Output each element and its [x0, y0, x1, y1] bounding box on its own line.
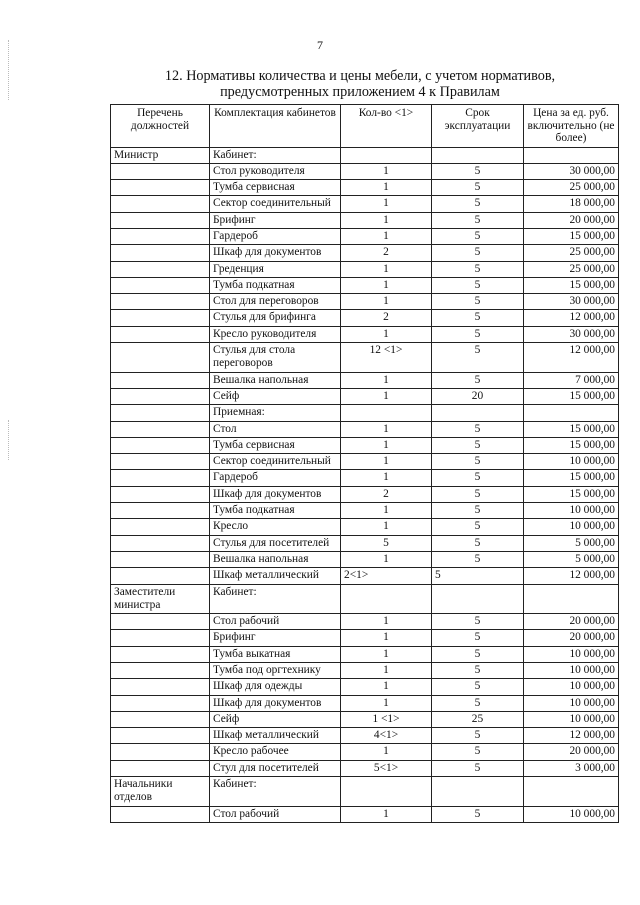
- item-name: Стол рабочий: [210, 614, 341, 630]
- position-cell-empty: [111, 245, 210, 261]
- item-name: Тумба под оргтехнику: [210, 663, 341, 679]
- table-row: [111, 437, 619, 453]
- position-cell-empty: [111, 212, 210, 228]
- item-term: 5: [432, 326, 524, 342]
- item-quantity: 1: [341, 454, 432, 470]
- item-term: 5: [432, 310, 524, 326]
- table-row: [111, 212, 619, 228]
- item-name: Кресло: [210, 519, 341, 535]
- item-term: 5: [432, 614, 524, 630]
- item-name: Стол рабочий: [210, 806, 341, 822]
- position-cell-empty: [111, 470, 210, 486]
- empty-cell: [524, 584, 619, 614]
- item-name: Шкаф для документов: [210, 486, 341, 502]
- item-price: 12 000,00: [524, 310, 619, 326]
- item-quantity: 1: [341, 180, 432, 196]
- position-cell-empty: [111, 405, 210, 421]
- table-row: [111, 503, 619, 519]
- position-cell-empty: [111, 228, 210, 244]
- item-term: 5: [432, 245, 524, 261]
- item-price: 10 000,00: [524, 806, 619, 822]
- position-cell-empty: [111, 343, 210, 373]
- item-name: Гардероб: [210, 470, 341, 486]
- item-name: Стулья для брифинга: [210, 310, 341, 326]
- item-term: 5: [432, 421, 524, 437]
- item-term: 5: [432, 695, 524, 711]
- item-term: 5: [432, 519, 524, 535]
- position-cell-empty: [111, 503, 210, 519]
- item-quantity: 1: [341, 372, 432, 388]
- item-name: Стол: [210, 421, 341, 437]
- empty-cell: [432, 584, 524, 614]
- position-cell-empty: [111, 437, 210, 453]
- item-name: Шкаф для одежды: [210, 679, 341, 695]
- item-quantity: 1: [341, 470, 432, 486]
- item-price: 25 000,00: [524, 180, 619, 196]
- item-quantity: 1: [341, 196, 432, 212]
- item-name: Кресло рабочее: [210, 744, 341, 760]
- item-price: 30 000,00: [524, 326, 619, 342]
- item-term: 5: [432, 212, 524, 228]
- item-quantity: 1 <1>: [341, 711, 432, 727]
- item-name: Шкаф металлический: [210, 728, 341, 744]
- item-quantity: 1: [341, 294, 432, 310]
- item-price: 20 000,00: [524, 630, 619, 646]
- table-row: [111, 245, 619, 261]
- table-row: [111, 388, 619, 404]
- item-quantity: 2: [341, 245, 432, 261]
- item-price: 20 000,00: [524, 614, 619, 630]
- item-price: 20 000,00: [524, 212, 619, 228]
- item-price: 15 000,00: [524, 437, 619, 453]
- item-price: 10 000,00: [524, 711, 619, 727]
- item-price: 12 000,00: [524, 728, 619, 744]
- position-cell-empty: [111, 180, 210, 196]
- item-name: Стулья для стола переговоров: [210, 343, 341, 373]
- position-cell-empty: [111, 646, 210, 662]
- item-name: Стулья для посетителей: [210, 535, 341, 551]
- table-row: [111, 551, 619, 567]
- item-price: 20 000,00: [524, 744, 619, 760]
- table-row: [111, 454, 619, 470]
- item-name: Тумба подкатная: [210, 277, 341, 293]
- item-term: 5: [432, 760, 524, 776]
- table-row: [111, 310, 619, 326]
- table-row: [111, 326, 619, 342]
- item-term: 5: [432, 503, 524, 519]
- item-price: 15 000,00: [524, 388, 619, 404]
- item-name: Тумба подкатная: [210, 503, 341, 519]
- item-quantity: 4<1>: [341, 728, 432, 744]
- item-term: 5: [432, 630, 524, 646]
- item-quantity: 1: [341, 519, 432, 535]
- item-quantity: 1: [341, 630, 432, 646]
- header-term: Срок эксплуатации: [432, 105, 524, 148]
- empty-cell: [524, 777, 619, 807]
- position-cell-empty: [111, 454, 210, 470]
- section-row: [111, 584, 619, 614]
- item-name: Тумба сервисная: [210, 180, 341, 196]
- item-name: Сейф: [210, 711, 341, 727]
- position-cell-empty: [111, 519, 210, 535]
- empty-cell: [432, 147, 524, 163]
- position-cell-empty: [111, 695, 210, 711]
- item-term: 5: [432, 568, 524, 584]
- empty-cell: [341, 777, 432, 807]
- page-number: 7: [317, 38, 323, 52]
- item-term: 5: [432, 228, 524, 244]
- item-price: 15 000,00: [524, 277, 619, 293]
- item-quantity: 1: [341, 503, 432, 519]
- position-cell-empty: [111, 630, 210, 646]
- item-price: 15 000,00: [524, 470, 619, 486]
- item-name: Стул для посетителей: [210, 760, 341, 776]
- item-price: 10 000,00: [524, 663, 619, 679]
- position-cell-empty: [111, 535, 210, 551]
- item-price: 10 000,00: [524, 519, 619, 535]
- table-row: [111, 630, 619, 646]
- item-term: 5: [432, 744, 524, 760]
- item-name: Сейф: [210, 388, 341, 404]
- header-price: Цена за ед. руб. включительно (не более): [524, 105, 619, 148]
- item-name: Брифинг: [210, 212, 341, 228]
- item-name: Тумба сервисная: [210, 437, 341, 453]
- header-qty: Кол-во <1>: [341, 105, 432, 148]
- position-cell-empty: [111, 568, 210, 584]
- table-row: [111, 261, 619, 277]
- section-row: [111, 147, 619, 163]
- item-price: 25 000,00: [524, 261, 619, 277]
- item-quantity: 1: [341, 228, 432, 244]
- table-body: [111, 147, 619, 822]
- item-quantity: 1: [341, 326, 432, 342]
- empty-cell: [341, 584, 432, 614]
- item-price: 10 000,00: [524, 679, 619, 695]
- item-price: 10 000,00: [524, 503, 619, 519]
- position-cell-empty: [111, 486, 210, 502]
- item-term: 5: [432, 343, 524, 373]
- position-cell-empty: [111, 372, 210, 388]
- item-name: Вешалка напольная: [210, 372, 341, 388]
- position-name: Заместители министра: [111, 584, 210, 614]
- item-quantity: 1: [341, 388, 432, 404]
- table-row: [111, 519, 619, 535]
- item-name: Сектор соединительный: [210, 454, 341, 470]
- section-heading: Кабинет:: [210, 777, 341, 807]
- table-row: [111, 294, 619, 310]
- header-items: Комплектация кабинетов: [210, 105, 341, 148]
- document-title: [110, 68, 610, 100]
- item-price: 18 000,00: [524, 196, 619, 212]
- item-term: 5: [432, 277, 524, 293]
- position-cell-empty: [111, 806, 210, 822]
- item-term: 5: [432, 806, 524, 822]
- item-term: 5: [432, 679, 524, 695]
- empty-cell: [432, 405, 524, 421]
- position-cell-empty: [111, 388, 210, 404]
- item-price: 25 000,00: [524, 245, 619, 261]
- item-name: Кресло руководителя: [210, 326, 341, 342]
- item-name: Стол для переговоров: [210, 294, 341, 310]
- item-price: 5 000,00: [524, 551, 619, 567]
- empty-cell: [524, 405, 619, 421]
- position-name: Министр: [111, 147, 210, 163]
- section-heading: Кабинет:: [210, 147, 341, 163]
- table-row: [111, 614, 619, 630]
- item-name: Вешалка напольная: [210, 551, 341, 567]
- table-row: [111, 744, 619, 760]
- table-row: [111, 486, 619, 502]
- position-cell-empty: [111, 294, 210, 310]
- position-cell-empty: [111, 679, 210, 695]
- title-line-2: предусмотренных приложением 4 к Правилам: [220, 84, 500, 100]
- item-price: 10 000,00: [524, 646, 619, 662]
- item-term: 25: [432, 711, 524, 727]
- table-row: [111, 228, 619, 244]
- item-quantity: 1: [341, 421, 432, 437]
- item-name: Шкаф металлический: [210, 568, 341, 584]
- item-quantity: 5: [341, 535, 432, 551]
- item-name: Гардероб: [210, 228, 341, 244]
- table-row: [111, 343, 619, 373]
- position-cell-empty: [111, 163, 210, 179]
- item-price: 15 000,00: [524, 421, 619, 437]
- table-row: [111, 535, 619, 551]
- item-term: 5: [432, 646, 524, 662]
- item-quantity: 12 <1>: [341, 343, 432, 373]
- table-header-row: [111, 105, 619, 148]
- item-price: 15 000,00: [524, 228, 619, 244]
- section-row: [111, 777, 619, 807]
- item-price: 7 000,00: [524, 372, 619, 388]
- item-term: 5: [432, 486, 524, 502]
- empty-cell: [341, 147, 432, 163]
- title-line-1: 12. Нормативы количества и цены мебели, с учетом нормативов,: [164, 68, 556, 84]
- position-cell-empty: [111, 326, 210, 342]
- item-quantity: 5<1>: [341, 760, 432, 776]
- item-term: 5: [432, 294, 524, 310]
- position-cell-empty: [111, 663, 210, 679]
- section-heading: Кабинет:: [210, 584, 341, 614]
- table-row: [111, 180, 619, 196]
- item-quantity: 1: [341, 212, 432, 228]
- position-cell-empty: [111, 760, 210, 776]
- item-term: 5: [432, 454, 524, 470]
- item-quantity: 1: [341, 679, 432, 695]
- empty-cell: [432, 777, 524, 807]
- table-row: [111, 646, 619, 662]
- item-term: 5: [432, 163, 524, 179]
- table-row: [111, 760, 619, 776]
- item-term: 5: [432, 180, 524, 196]
- item-quantity: 1: [341, 277, 432, 293]
- item-quantity: 2<1>: [341, 568, 432, 584]
- item-price: 15 000,00: [524, 486, 619, 502]
- furniture-norms-table: [110, 104, 619, 823]
- table-row: [111, 196, 619, 212]
- item-price: 10 000,00: [524, 454, 619, 470]
- item-term: 5: [432, 437, 524, 453]
- position-name: Начальники отделов: [111, 777, 210, 807]
- item-name: Греденция: [210, 261, 341, 277]
- table-row: [111, 695, 619, 711]
- section-heading: Приемная:: [210, 405, 341, 421]
- table-row: [111, 470, 619, 486]
- item-name: Стол руководителя: [210, 163, 341, 179]
- item-price: 5 000,00: [524, 535, 619, 551]
- table-row: [111, 372, 619, 388]
- table-row: [111, 728, 619, 744]
- item-price: 3 000,00: [524, 760, 619, 776]
- item-quantity: 1: [341, 261, 432, 277]
- item-quantity: 1: [341, 646, 432, 662]
- item-term: 5: [432, 535, 524, 551]
- header-position: Перечень должностей: [111, 105, 210, 148]
- item-term: 5: [432, 372, 524, 388]
- section-row: [111, 405, 619, 421]
- position-cell-empty: [111, 277, 210, 293]
- item-quantity: 1: [341, 437, 432, 453]
- item-term: 5: [432, 728, 524, 744]
- item-name: Шкаф для документов: [210, 695, 341, 711]
- item-name: Тумба выкатная: [210, 646, 341, 662]
- item-price: 30 000,00: [524, 163, 619, 179]
- position-cell-empty: [111, 711, 210, 727]
- position-cell-empty: [111, 551, 210, 567]
- item-quantity: 1: [341, 806, 432, 822]
- item-quantity: 1: [341, 551, 432, 567]
- item-quantity: 1: [341, 663, 432, 679]
- item-term: 5: [432, 551, 524, 567]
- item-term: 5: [432, 470, 524, 486]
- position-cell-empty: [111, 614, 210, 630]
- item-price: 12 000,00: [524, 343, 619, 373]
- empty-cell: [341, 405, 432, 421]
- table-row: [111, 711, 619, 727]
- item-term: 5: [432, 261, 524, 277]
- table-row: [111, 663, 619, 679]
- position-cell-empty: [111, 196, 210, 212]
- position-cell-empty: [111, 728, 210, 744]
- position-cell-empty: [111, 261, 210, 277]
- item-quantity: 1: [341, 614, 432, 630]
- table-row: [111, 421, 619, 437]
- item-price: 12 000,00: [524, 568, 619, 584]
- item-term: 20: [432, 388, 524, 404]
- item-price: 30 000,00: [524, 294, 619, 310]
- empty-cell: [524, 147, 619, 163]
- table-row: [111, 806, 619, 822]
- table-row: [111, 163, 619, 179]
- item-quantity: 2: [341, 310, 432, 326]
- table-row: [111, 679, 619, 695]
- position-cell-empty: [111, 744, 210, 760]
- position-cell-empty: [111, 310, 210, 326]
- item-name: Сектор соединительный: [210, 196, 341, 212]
- table-row: [111, 568, 619, 584]
- item-term: 5: [432, 196, 524, 212]
- item-quantity: 1: [341, 163, 432, 179]
- margin-scan-mark: [8, 420, 10, 460]
- item-price: 10 000,00: [524, 695, 619, 711]
- item-name: Шкаф для документов: [210, 245, 341, 261]
- item-quantity: 2: [341, 486, 432, 502]
- item-quantity: 1: [341, 695, 432, 711]
- position-cell-empty: [111, 421, 210, 437]
- item-quantity: 1: [341, 744, 432, 760]
- table-row: [111, 277, 619, 293]
- item-name: Брифинг: [210, 630, 341, 646]
- item-term: 5: [432, 663, 524, 679]
